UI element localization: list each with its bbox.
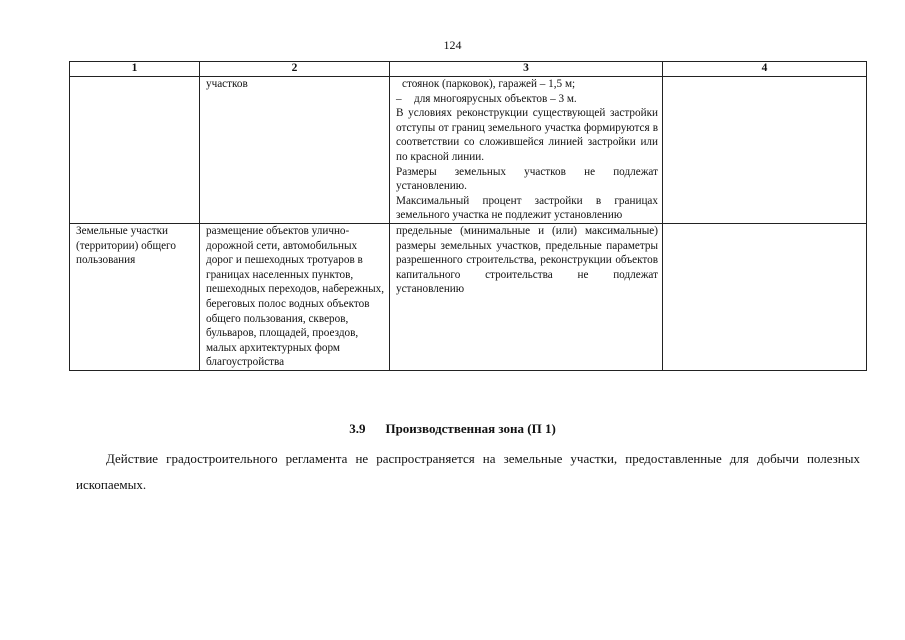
header-col-4: 4 — [663, 62, 867, 77]
row1-col2-text: участков — [206, 78, 248, 90]
row1-col3-para-1: В условиях реконструкции существующей застройки отступы от границ земельного участка формируются в соответствии со сложившейся линией застройки или по красной линии. — [396, 107, 658, 163]
header-col-1: 1 — [70, 62, 200, 77]
row1-col3-dash-item — [396, 92, 658, 107]
section-paragraph: Действие градостроительного регламента не распространяется на земельные участки, предоставленные для добычи полезных ископаемых. — [76, 451, 860, 492]
row1-col3-para-2: Размеры земельных участков не подлежат установлению. — [396, 165, 658, 193]
row2-col1-text: Земельные участки (территории) общего пользования — [76, 224, 176, 267]
regulation-table — [69, 61, 867, 371]
page-number: 124 — [443, 38, 462, 52]
row2-col1 — [70, 223, 200, 370]
row2-col2 — [200, 223, 390, 370]
row2-col3-text: предельные (минимальные и (или) максимальные) размеры земельных участков, предельные параметры разрешенного строительства, реконструкции объектов капитального строительства не подлежат установлению — [396, 224, 658, 296]
section-number: 3.9 — [349, 421, 366, 436]
row1-col3-line-2: для многоярусных объектов – 3 м. — [414, 92, 577, 105]
table-header-row — [70, 62, 867, 77]
row2-col2-text: размещение объектов улично-дорожной сети, автомобильных дорог и пешеходных тротуаров в границах населенных пунктов, пешеходных переходов, набережных, береговых полос водных объектов общего пользования, скверов, бульваров, площадей, проездов, малых архитектурных форм благоустройства — [206, 224, 385, 369]
row2-col4 — [663, 223, 867, 370]
header-col-3: 3 — [390, 62, 663, 77]
dash-bullet: – — [396, 92, 402, 105]
row1-col2 — [200, 77, 390, 224]
table-row — [70, 77, 867, 224]
row1-col3-line-1: стоянок (парковок), гаражей – 1,5 м; — [402, 78, 576, 90]
row1-col3-para-3: Максимальный процент застройки в границах земельного участка не подлежит установлению — [396, 194, 658, 222]
section-heading — [0, 421, 905, 437]
row1-col1 — [70, 77, 200, 224]
section-title: Производственная зона (П 1) — [385, 421, 556, 436]
row1-col4 — [663, 77, 867, 224]
row2-col3 — [390, 223, 663, 370]
table-row — [70, 223, 867, 370]
header-col-2: 2 — [200, 62, 390, 77]
row1-col3 — [390, 77, 663, 224]
